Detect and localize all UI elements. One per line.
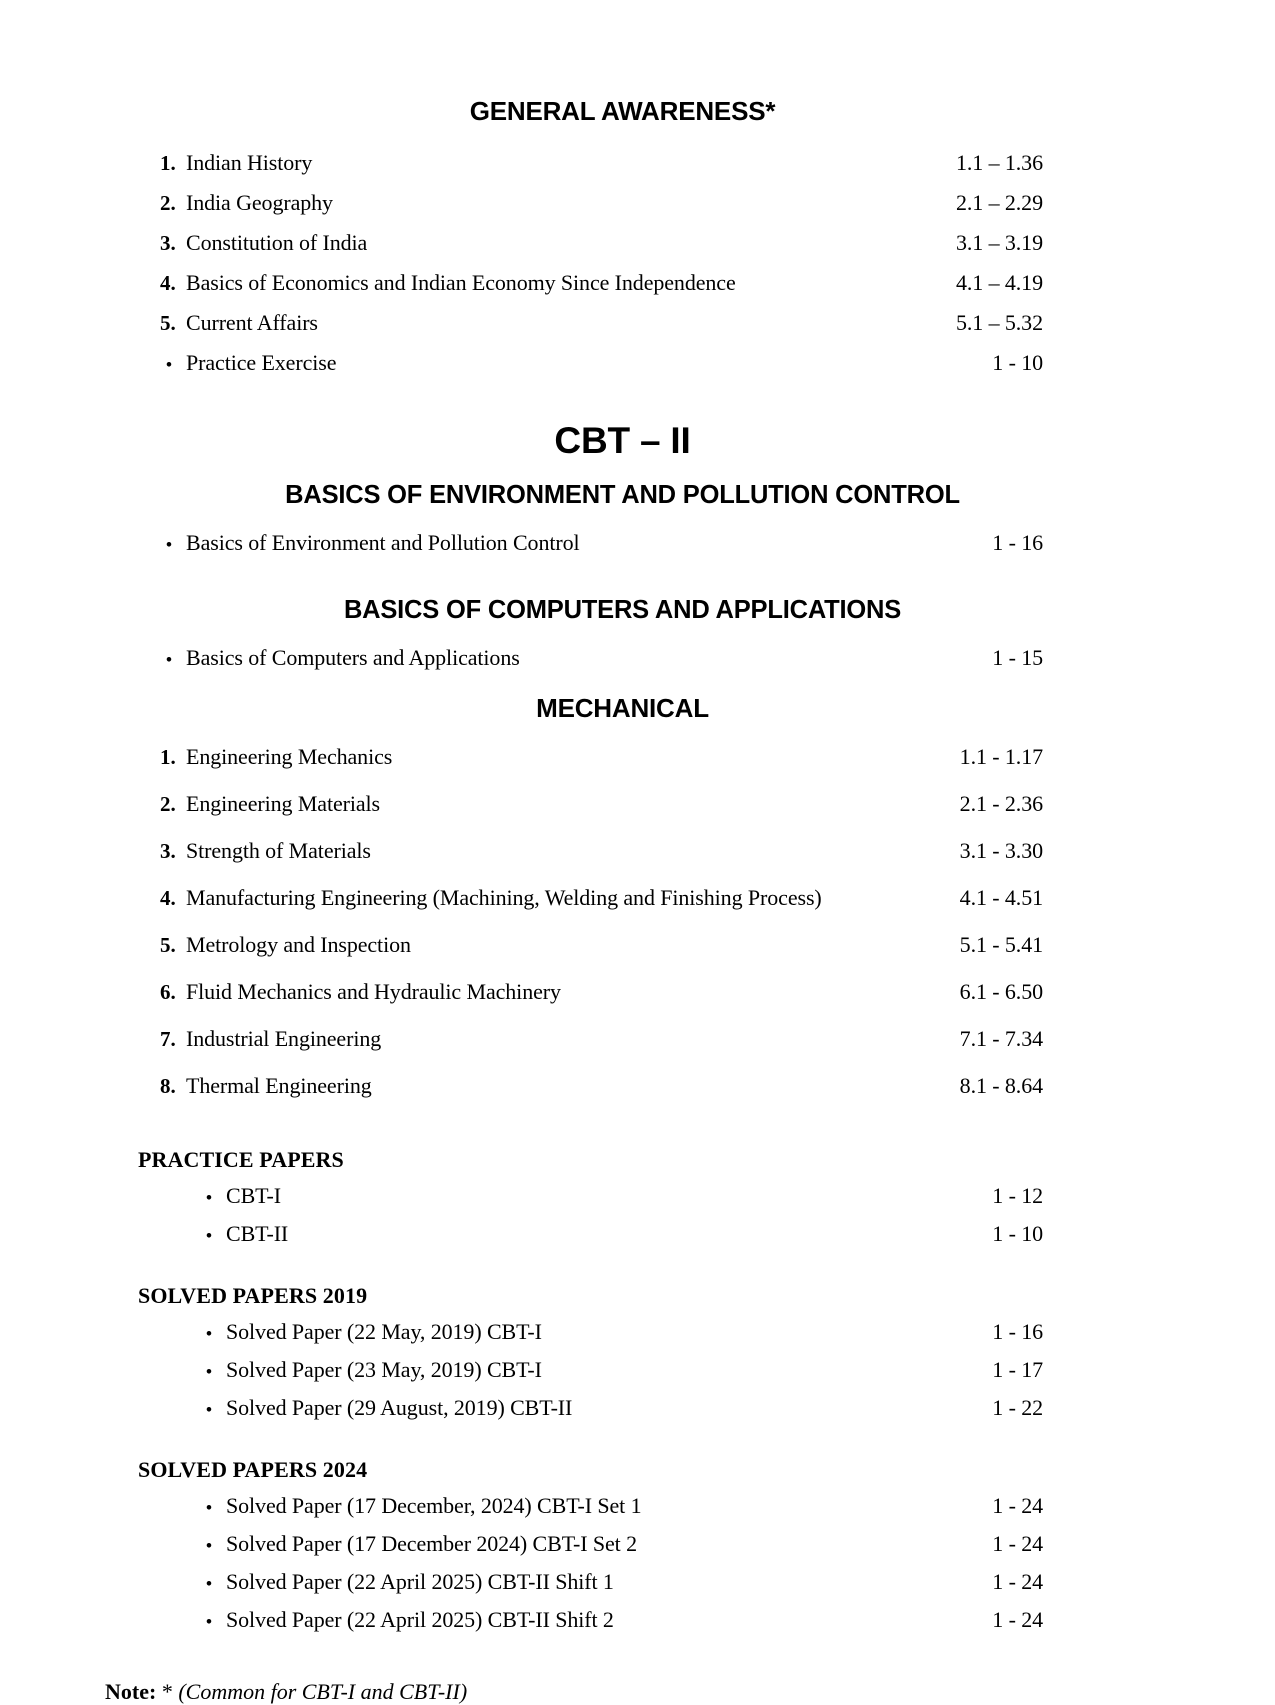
heading-basics-environment: BASICS OF ENVIRONMENT AND POLLUTION CONTROL [285,481,960,509]
entry-number: 5. [160,311,176,335]
entry-label: Basics of Environment and Pollution Control [186,530,580,555]
entry-label: Engineering Materials [186,791,380,816]
entry-label: Solved Paper (22 April 2025) CBT-II Shift 2 [226,1607,614,1632]
heading-cbt-2: CBT – II [554,420,691,461]
entry-pages: 3.1 - 3.30 [959,838,1043,863]
toc-entry[interactable] [0,1397,1275,1419]
heading-basics-computers: BASICS OF COMPUTERS AND APPLICATIONS [343,596,902,624]
general-awareness-list [0,152,1275,374]
toc-entry[interactable] [0,1609,1275,1631]
toc-entry[interactable] [0,312,1275,334]
entry-label: Solved Paper (23 May, 2019) CBT-I [226,1357,542,1382]
entry-label: Thermal Engineering [186,1073,372,1098]
entry-pages: 8.1 - 8.64 [959,1073,1043,1098]
toc-entry[interactable] [0,934,1275,956]
mechanical-list [0,746,1275,1097]
entry-pages: 1.1 – 1.36 [955,150,1043,175]
toc-entry[interactable] [0,192,1275,214]
entry-number: 4. [160,271,176,295]
toc-entry[interactable] [0,647,1275,669]
entry-number: 3. [160,839,176,863]
entry-label: Solved Paper (22 April 2025) CBT-II Shift 1 [226,1569,614,1594]
solved-papers-2024-list [0,1495,1275,1631]
toc-entry[interactable] [0,793,1275,815]
entry-label: Solved Paper (22 May, 2019) CBT-I [226,1319,542,1344]
toc-entry[interactable] [0,746,1275,768]
entry-pages: 5.1 – 5.32 [955,310,1043,335]
entry-label: Engineering Mechanics [186,744,393,769]
bullet-icon: • [166,650,172,669]
entry-pages: 1.1 - 1.17 [959,744,1043,769]
entry-number: 2. [160,792,176,816]
entry-label: Solved Paper (17 December 2024) CBT-I Set 2 [226,1531,637,1556]
entry-number: 3. [160,231,176,255]
entry-pages: 1 - 24 [992,1493,1043,1518]
toc-entry[interactable] [0,1075,1275,1097]
entry-pages: 2.1 - 2.36 [959,791,1043,816]
entry-label: Basics of Economics and Indian Economy Since Independence [186,270,736,295]
entry-label: Strength of Materials [186,838,371,863]
note-body: (Common for CBT-I and CBT-II) [178,1679,468,1704]
toc-entry[interactable] [0,1495,1275,1517]
footnote [0,1679,1275,1705]
entry-pages: 1 - 15 [992,645,1043,670]
entry-label: Basics of Computers and Applications [186,645,520,670]
entry-pages: 5.1 - 5.41 [959,932,1043,957]
bullet-icon: • [166,535,172,554]
entry-label: Industrial Engineering [186,1026,382,1051]
bullet-icon: • [206,1498,212,1517]
entry-pages: 4.1 - 4.51 [959,885,1043,910]
entry-pages: 1 - 10 [992,350,1043,375]
practice-papers-list [0,1185,1275,1245]
entry-pages: 1 - 24 [992,1569,1043,1594]
entry-label: Fluid Mechanics and Hydraulic Machinery [186,979,561,1004]
entry-label: Practice Exercise [186,350,337,375]
entry-number: 1. [160,151,176,175]
entry-label: Solved Paper (17 December, 2024) CBT-I Set 1 [226,1493,642,1518]
entry-pages: 1 - 22 [992,1395,1043,1420]
toc-entry[interactable] [0,1223,1275,1245]
heading-mechanical: MECHANICAL [536,693,709,723]
entry-label: CBT-I [226,1183,281,1208]
bullet-icon: • [206,1400,212,1419]
solved-papers-2019-list [0,1321,1275,1419]
bullet-icon: • [206,1574,212,1593]
bullet-icon: • [206,1188,212,1207]
entry-pages: 1 - 10 [992,1221,1043,1246]
entry-pages: 4.1 – 4.19 [955,270,1043,295]
bullet-icon: • [206,1324,212,1343]
entry-pages: 1 - 12 [992,1183,1043,1208]
entry-pages: 2.1 – 2.29 [955,190,1043,215]
entry-number: 8. [160,1074,176,1098]
toc-entry[interactable] [0,1533,1275,1555]
toc-entry[interactable] [0,887,1275,909]
toc-entry[interactable] [0,1028,1275,1050]
bullet-icon: • [166,355,172,374]
environment-list [0,532,1275,554]
entry-label: Metrology and Inspection [186,932,411,957]
toc-entry[interactable] [0,840,1275,862]
entry-number: 2. [160,191,176,215]
entry-pages: 1 - 24 [992,1607,1043,1632]
entry-pages: 3.1 – 3.19 [955,230,1043,255]
toc-entry[interactable] [0,981,1275,1003]
entry-pages: 1 - 16 [992,1319,1043,1344]
entry-label: Indian History [186,150,313,175]
entry-pages: 7.1 - 7.34 [959,1026,1043,1051]
group-title-solved-papers-2024: SOLVED PAPERS 2024 [138,1457,368,1482]
entry-label: Current Affairs [186,310,318,335]
entry-number: 1. [160,745,176,769]
entry-number: 6. [160,980,176,1004]
bullet-icon: • [206,1226,212,1245]
entry-number: 7. [160,1027,176,1051]
toc-entry[interactable] [0,152,1275,174]
group-title-solved-papers-2019: SOLVED PAPERS 2019 [138,1283,368,1308]
entry-label: Constitution of India [186,230,368,255]
note-asterisk: * [161,1679,173,1704]
bullet-icon: • [206,1362,212,1381]
heading-general-awareness: GENERAL AWARENESS* [469,96,776,126]
entry-pages: 6.1 - 6.50 [959,979,1043,1004]
toc-entry[interactable] [0,1185,1275,1207]
note-label: Note: [105,1679,157,1704]
toc-entry[interactable] [0,272,1275,294]
entry-label: India Geography [186,190,333,215]
bullet-icon: • [206,1536,212,1555]
toc-entry[interactable] [0,1321,1275,1343]
bullet-icon: • [206,1612,212,1631]
entry-label: Solved Paper (29 August, 2019) CBT-II [226,1395,573,1420]
entry-pages: 1 - 24 [992,1531,1043,1556]
entry-label: Manufacturing Engineering (Machining, Welding and Finishing Process) [186,885,822,910]
toc-entry[interactable] [0,352,1275,374]
entry-pages: 1 - 16 [992,530,1043,555]
entry-pages: 1 - 17 [992,1357,1043,1382]
toc-entry[interactable] [0,232,1275,254]
entry-label: CBT-II [226,1221,289,1246]
entry-number: 5. [160,933,176,957]
group-title-practice-papers: PRACTICE PAPERS [138,1147,344,1172]
toc-entry[interactable] [0,532,1275,554]
entry-number: 4. [160,886,176,910]
computers-list [0,647,1275,669]
toc-entry[interactable] [0,1359,1275,1381]
toc-entry[interactable] [0,1571,1275,1593]
